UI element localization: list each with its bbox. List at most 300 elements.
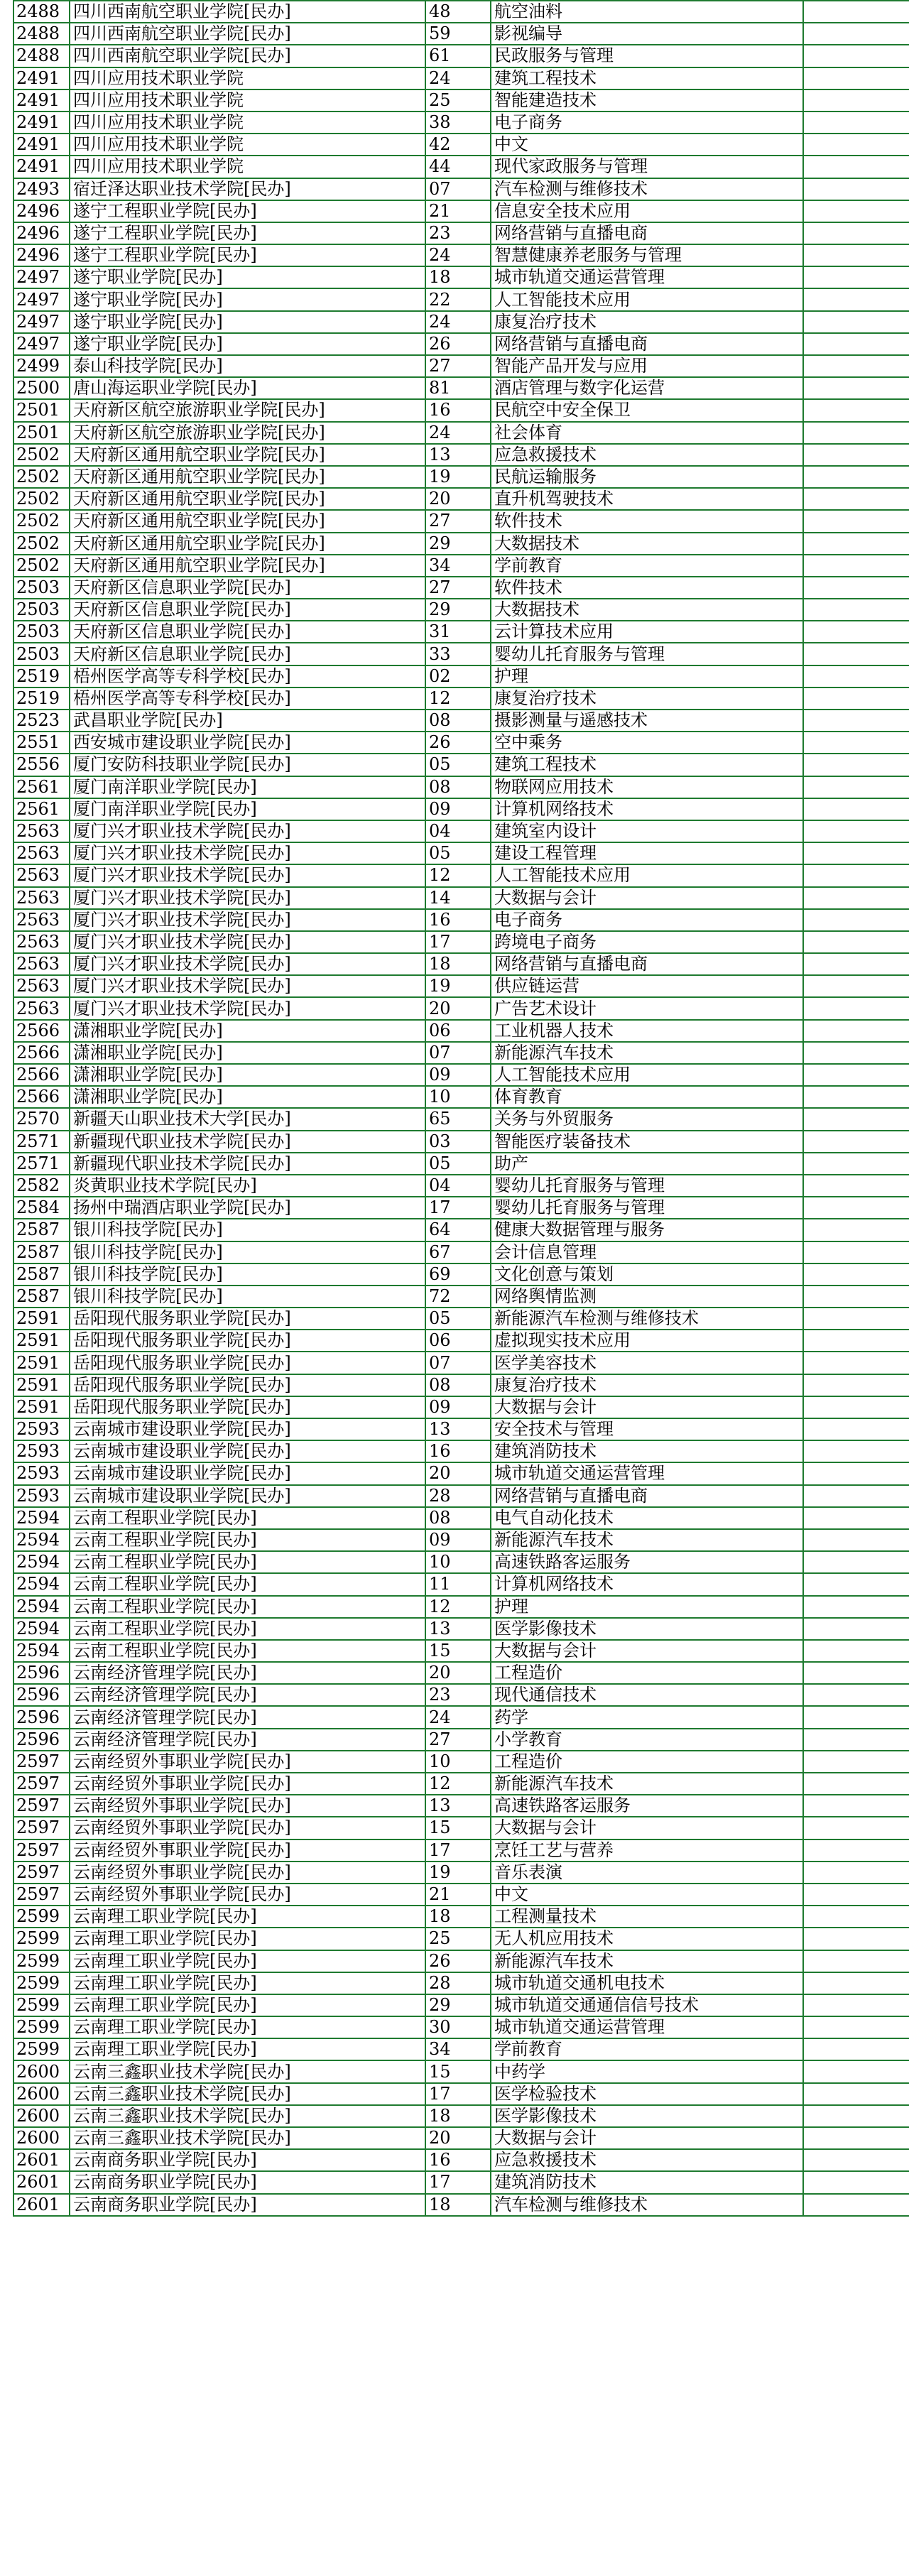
major-name-cell: 体育教育 <box>491 1086 803 1108</box>
remark-cell <box>803 621 909 643</box>
remark-cell <box>803 732 909 754</box>
major-code-cell: 44 <box>425 156 491 178</box>
table-row <box>13 710 909 732</box>
table-row <box>13 1640 909 1662</box>
major-code-cell: 05 <box>425 1308 491 1330</box>
major-name-cell: 汽车检测与维修技术 <box>491 2194 803 2216</box>
school-code-cell: 2587 <box>13 1219 70 1241</box>
remark-cell <box>803 45 909 67</box>
remark-cell <box>803 2171 909 2193</box>
major-code-cell: 17 <box>425 2171 491 2193</box>
major-name-cell: 关务与外贸服务 <box>491 1108 803 1130</box>
major-name-cell: 空中乘务 <box>491 732 803 754</box>
school-name-cell: 岳阳现代服务职业学院[民办] <box>70 1374 425 1396</box>
remark-cell <box>803 1972 909 1994</box>
remark-cell <box>803 488 909 510</box>
table-row <box>13 1884 909 1906</box>
school-code-cell: 2591 <box>13 1308 70 1330</box>
school-code-cell: 2601 <box>13 2149 70 2171</box>
table-row <box>13 842 909 864</box>
remark-cell <box>803 887 909 909</box>
remark-cell <box>803 288 909 310</box>
remark-cell <box>803 864 909 886</box>
major-code-cell: 17 <box>425 1197 491 1219</box>
major-name-cell: 婴幼儿托育服务与管理 <box>491 1197 803 1219</box>
remark-cell <box>803 1485 909 1507</box>
remark-cell <box>803 975 909 997</box>
table-row <box>13 1618 909 1640</box>
school-name-cell: 天府新区信息职业学院[民办] <box>70 599 425 621</box>
major-name-cell: 中文 <box>491 134 803 156</box>
major-name-cell: 医学检验技术 <box>491 2083 803 2105</box>
school-name-cell: 厦门兴才职业技术学院[民办] <box>70 909 425 931</box>
school-name-cell: 遂宁职业学院[民办] <box>70 311 425 333</box>
school-name-cell: 云南工程职业学院[民办] <box>70 1529 425 1551</box>
remark-cell <box>803 1751 909 1773</box>
major-name-cell: 小学教育 <box>491 1729 803 1751</box>
remark-cell <box>803 67 909 89</box>
remark-cell <box>803 266 909 288</box>
school-name-cell: 云南理工职业学院[民办] <box>70 1994 425 2016</box>
table-row <box>13 997 909 1019</box>
major-name-cell: 中文 <box>491 1884 803 1906</box>
major-name-cell: 现代家政服务与管理 <box>491 156 803 178</box>
remark-cell <box>803 953 909 975</box>
school-name-cell: 遂宁职业学院[民办] <box>70 333 425 355</box>
major-code-cell: 29 <box>425 599 491 621</box>
table-row <box>13 665 909 688</box>
remark-cell <box>803 333 909 355</box>
school-name-cell: 云南理工职业学院[民办] <box>70 1928 425 1950</box>
major-name-cell: 医学影像技术 <box>491 1618 803 1640</box>
major-name-cell: 城市轨道交通机电技术 <box>491 1972 803 1994</box>
table-row <box>13 288 909 310</box>
school-name-cell: 扬州中瑞酒店职业学院[民办] <box>70 1197 425 1219</box>
table-row <box>13 1662 909 1684</box>
school-name-cell: 厦门南洋职业学院[民办] <box>70 776 425 798</box>
major-code-cell: 19 <box>425 1862 491 1884</box>
school-name-cell: 遂宁职业学院[民办] <box>70 266 425 288</box>
school-name-cell: 银川科技学院[民办] <box>70 1219 425 1241</box>
major-code-cell: 29 <box>425 1994 491 2016</box>
school-code-cell: 2519 <box>13 665 70 688</box>
school-code-cell: 2594 <box>13 1573 70 1595</box>
school-code-cell: 2597 <box>13 1795 70 1817</box>
table-row <box>13 599 909 621</box>
major-code-cell: 24 <box>425 1706 491 1728</box>
remark-cell <box>803 1529 909 1551</box>
table-row <box>13 377 909 399</box>
school-name-cell: 云南理工职业学院[民办] <box>70 1906 425 1928</box>
school-code-cell: 2593 <box>13 1485 70 1507</box>
major-code-cell: 20 <box>425 2127 491 2149</box>
remark-cell <box>803 997 909 1019</box>
major-name-cell: 网络营销与直播电商 <box>491 222 803 244</box>
major-code-cell: 04 <box>425 820 491 842</box>
major-code-cell: 05 <box>425 842 491 864</box>
table-row <box>13 931 909 953</box>
school-code-cell: 2587 <box>13 1286 70 1308</box>
table-row <box>13 1751 909 1773</box>
school-code-cell: 2499 <box>13 355 70 377</box>
major-name-cell: 新能源汽车检测与维修技术 <box>491 1308 803 1330</box>
school-code-cell: 2594 <box>13 1551 70 1573</box>
major-code-cell: 07 <box>425 178 491 200</box>
school-code-cell: 2599 <box>13 1906 70 1928</box>
major-name-cell: 信息安全技术应用 <box>491 200 803 222</box>
major-name-cell: 应急救援技术 <box>491 444 803 466</box>
table-row <box>13 422 909 444</box>
remark-cell <box>803 1 909 23</box>
major-code-cell: 81 <box>425 377 491 399</box>
school-code-cell: 2556 <box>13 754 70 776</box>
major-name-cell: 助产 <box>491 1153 803 1175</box>
major-code-cell: 11 <box>425 1573 491 1595</box>
school-name-cell: 云南工程职业学院[民办] <box>70 1551 425 1573</box>
school-code-cell: 2600 <box>13 2083 70 2105</box>
table-row <box>13 134 909 156</box>
school-name-cell: 云南工程职业学院[民办] <box>70 1507 425 1529</box>
school-name-cell: 岳阳现代服务职业学院[民办] <box>70 1396 425 1418</box>
school-code-cell: 2503 <box>13 599 70 621</box>
major-name-cell: 摄影测量与遥感技术 <box>491 710 803 732</box>
school-name-cell: 新疆天山职业技术大学[民办] <box>70 1108 425 1130</box>
school-code-cell: 2566 <box>13 1086 70 1108</box>
remark-cell <box>803 1928 909 1950</box>
school-name-cell: 云南理工职业学院[民办] <box>70 1972 425 1994</box>
school-name-cell: 云南城市建设职业学院[民办] <box>70 1462 425 1484</box>
major-name-cell: 网络营销与直播电商 <box>491 953 803 975</box>
table-row <box>13 1197 909 1219</box>
table-row <box>13 1263 909 1286</box>
table-row <box>13 1 909 23</box>
major-name-cell: 广告艺术设计 <box>491 997 803 1019</box>
school-name-cell: 云南理工职业学院[民办] <box>70 1950 425 1972</box>
school-name-cell: 云南经贸外事职业学院[民办] <box>70 1839 425 1862</box>
major-code-cell: 17 <box>425 931 491 953</box>
school-name-cell: 天府新区通用航空职业学院[民办] <box>70 533 425 555</box>
table-row <box>13 1485 909 1507</box>
major-name-cell: 计算机网络技术 <box>491 1573 803 1595</box>
school-name-cell: 天府新区通用航空职业学院[民办] <box>70 444 425 466</box>
remark-cell <box>803 1884 909 1906</box>
school-name-cell: 银川科技学院[民办] <box>70 1263 425 1286</box>
table-row <box>13 776 909 798</box>
remark-cell <box>803 134 909 156</box>
major-code-cell: 22 <box>425 288 491 310</box>
table-row <box>13 2038 909 2060</box>
school-name-cell: 云南工程职业学院[民办] <box>70 1573 425 1595</box>
table-row <box>13 975 909 997</box>
table-row <box>13 222 909 244</box>
major-name-cell: 航空油料 <box>491 1 803 23</box>
school-name-cell: 云南城市建设职业学院[民办] <box>70 1440 425 1462</box>
major-code-cell: 18 <box>425 2105 491 2127</box>
major-code-cell: 69 <box>425 1263 491 1286</box>
remark-cell <box>803 355 909 377</box>
school-code-cell: 2501 <box>13 422 70 444</box>
major-code-cell: 25 <box>425 89 491 112</box>
table-row <box>13 444 909 466</box>
remark-cell <box>803 1263 909 1286</box>
remark-cell <box>803 89 909 112</box>
major-code-cell: 21 <box>425 1884 491 1906</box>
major-code-cell: 64 <box>425 1219 491 1241</box>
school-name-cell: 西安城市建设职业学院[民办] <box>70 732 425 754</box>
table-row <box>13 2149 909 2171</box>
major-code-cell: 13 <box>425 1795 491 1817</box>
major-code-cell: 05 <box>425 1153 491 1175</box>
school-code-cell: 2503 <box>13 643 70 665</box>
major-name-cell: 烹饪工艺与营养 <box>491 1839 803 1862</box>
school-name-cell: 潇湘职业学院[民办] <box>70 1086 425 1108</box>
remark-cell <box>803 776 909 798</box>
major-name-cell: 中药学 <box>491 2060 803 2082</box>
table-row <box>13 2105 909 2127</box>
table-row <box>13 399 909 421</box>
table-row <box>13 1950 909 1972</box>
school-name-cell: 厦门兴才职业技术学院[民办] <box>70 975 425 997</box>
remark-cell <box>803 1862 909 1884</box>
major-code-cell: 13 <box>425 1618 491 1640</box>
school-code-cell: 2599 <box>13 1994 70 2016</box>
remark-cell <box>803 178 909 200</box>
table-row <box>13 1529 909 1551</box>
major-name-cell: 学前教育 <box>491 555 803 577</box>
school-code-cell: 2519 <box>13 688 70 710</box>
major-name-cell: 网络营销与直播电商 <box>491 1485 803 1507</box>
major-code-cell: 13 <box>425 444 491 466</box>
table-row <box>13 953 909 975</box>
school-code-cell: 2523 <box>13 710 70 732</box>
major-name-cell: 大数据与会计 <box>491 1640 803 1662</box>
table-row <box>13 1684 909 1706</box>
major-name-cell: 音乐表演 <box>491 1862 803 1884</box>
major-code-cell: 34 <box>425 555 491 577</box>
school-name-cell: 云南经济管理学院[民办] <box>70 1706 425 1728</box>
major-code-cell: 12 <box>425 1773 491 1795</box>
remark-cell <box>803 399 909 421</box>
major-code-cell: 09 <box>425 1396 491 1418</box>
remark-cell <box>803 444 909 466</box>
school-name-cell: 遂宁工程职业学院[民办] <box>70 200 425 222</box>
table-row <box>13 2171 909 2193</box>
school-name-cell: 天府新区信息职业学院[民办] <box>70 643 425 665</box>
major-code-cell: 20 <box>425 1662 491 1684</box>
remark-cell <box>803 1241 909 1263</box>
major-code-cell: 06 <box>425 1020 491 1042</box>
school-name-cell: 四川应用技术职业学院 <box>70 67 425 89</box>
major-code-cell: 15 <box>425 2060 491 2082</box>
school-code-cell: 2491 <box>13 134 70 156</box>
school-code-cell: 2502 <box>13 466 70 488</box>
table-row <box>13 311 909 333</box>
school-code-cell: 2503 <box>13 577 70 599</box>
school-name-cell: 云南经济管理学院[民办] <box>70 1684 425 1706</box>
major-name-cell: 工程测量技术 <box>491 1906 803 1928</box>
table-row <box>13 1928 909 1950</box>
major-name-cell: 供应链运营 <box>491 975 803 997</box>
remark-cell <box>803 754 909 776</box>
school-name-cell: 云南理工职业学院[民办] <box>70 2016 425 2038</box>
major-name-cell: 康复治疗技术 <box>491 1374 803 1396</box>
remark-cell <box>803 1108 909 1130</box>
remark-cell <box>803 2083 909 2105</box>
remark-cell <box>803 156 909 178</box>
major-code-cell: 26 <box>425 1950 491 1972</box>
major-code-cell: 23 <box>425 1684 491 1706</box>
major-code-cell: 26 <box>425 333 491 355</box>
major-code-cell: 18 <box>425 1906 491 1928</box>
major-name-cell: 现代通信技术 <box>491 1684 803 1706</box>
school-code-cell: 2561 <box>13 776 70 798</box>
major-code-cell: 17 <box>425 1839 491 1862</box>
remark-cell <box>803 2060 909 2082</box>
school-code-cell: 2599 <box>13 1950 70 1972</box>
school-code-cell: 2591 <box>13 1374 70 1396</box>
table-row <box>13 112 909 134</box>
school-name-cell: 武昌职业学院[民办] <box>70 710 425 732</box>
school-name-cell: 唐山海运职业学院[民办] <box>70 377 425 399</box>
school-name-cell: 潇湘职业学院[民办] <box>70 1064 425 1086</box>
table-row <box>13 688 909 710</box>
remark-cell <box>803 2194 909 2216</box>
school-name-cell: 天府新区航空旅游职业学院[民办] <box>70 399 425 421</box>
table-row <box>13 555 909 577</box>
remark-cell <box>803 1308 909 1330</box>
major-code-cell: 24 <box>425 311 491 333</box>
school-name-cell: 炎黄职业技术学院[民办] <box>70 1175 425 1197</box>
major-code-cell: 23 <box>425 222 491 244</box>
school-name-cell: 潇湘职业学院[民办] <box>70 1042 425 1064</box>
major-name-cell: 建设工程管理 <box>491 842 803 864</box>
school-code-cell: 2594 <box>13 1618 70 1640</box>
school-name-cell: 云南工程职业学院[民办] <box>70 1640 425 1662</box>
major-code-cell: 21 <box>425 200 491 222</box>
major-code-cell: 28 <box>425 1972 491 1994</box>
school-name-cell: 云南城市建设职业学院[民办] <box>70 1485 425 1507</box>
major-code-cell: 09 <box>425 1064 491 1086</box>
remark-cell <box>803 1330 909 1352</box>
school-code-cell: 2563 <box>13 820 70 842</box>
major-code-cell: 27 <box>425 577 491 599</box>
school-name-cell: 云南工程职业学院[民办] <box>70 1618 425 1640</box>
major-name-cell: 应急救援技术 <box>491 2149 803 2171</box>
school-name-cell: 天府新区通用航空职业学院[民办] <box>70 466 425 488</box>
remark-cell <box>803 510 909 532</box>
major-code-cell: 31 <box>425 621 491 643</box>
major-code-cell: 15 <box>425 1640 491 1662</box>
major-code-cell: 16 <box>425 2149 491 2171</box>
major-code-cell: 30 <box>425 2016 491 2038</box>
major-code-cell: 04 <box>425 1175 491 1197</box>
major-name-cell: 医学影像技术 <box>491 2105 803 2127</box>
school-code-cell: 2600 <box>13 2060 70 2082</box>
school-code-cell: 2563 <box>13 975 70 997</box>
school-code-cell: 2501 <box>13 399 70 421</box>
remark-cell <box>803 1219 909 1241</box>
remark-cell <box>803 1418 909 1440</box>
school-code-cell: 2594 <box>13 1596 70 1618</box>
major-name-cell: 高速铁路客运服务 <box>491 1795 803 1817</box>
school-name-cell: 厦门兴才职业技术学院[民办] <box>70 931 425 953</box>
table-row <box>13 2060 909 2082</box>
major-name-cell: 计算机网络技术 <box>491 798 803 820</box>
school-code-cell: 2503 <box>13 621 70 643</box>
remark-cell <box>803 1706 909 1728</box>
remark-cell <box>803 1153 909 1175</box>
major-name-cell: 新能源汽车技术 <box>491 1042 803 1064</box>
school-code-cell: 2551 <box>13 732 70 754</box>
major-name-cell: 汽车检测与维修技术 <box>491 178 803 200</box>
school-code-cell: 2599 <box>13 1928 70 1950</box>
remark-cell <box>803 842 909 864</box>
school-code-cell: 2597 <box>13 1751 70 1773</box>
table-row <box>13 200 909 222</box>
major-name-cell: 学前教育 <box>491 2038 803 2060</box>
major-code-cell: 16 <box>425 909 491 931</box>
remark-cell <box>803 1086 909 1108</box>
major-code-cell: 19 <box>425 975 491 997</box>
major-name-cell: 电子商务 <box>491 909 803 931</box>
table-row <box>13 643 909 665</box>
school-name-cell: 厦门兴才职业技术学院[民办] <box>70 887 425 909</box>
remark-cell <box>803 311 909 333</box>
school-code-cell: 2502 <box>13 555 70 577</box>
remark-cell <box>803 2127 909 2149</box>
school-name-cell: 遂宁职业学院[民办] <box>70 288 425 310</box>
table-row <box>13 1994 909 2016</box>
table-row <box>13 820 909 842</box>
major-name-cell: 康复治疗技术 <box>491 311 803 333</box>
major-name-cell: 新能源汽车技术 <box>491 1950 803 1972</box>
table-row <box>13 1418 909 1440</box>
major-code-cell: 27 <box>425 1729 491 1751</box>
school-code-cell: 2594 <box>13 1640 70 1662</box>
major-name-cell: 会计信息管理 <box>491 1241 803 1263</box>
table-row <box>13 2127 909 2149</box>
school-name-cell: 宿迁泽达职业技术学院[民办] <box>70 178 425 200</box>
major-name-cell: 软件技术 <box>491 577 803 599</box>
school-name-cell: 岳阳现代服务职业学院[民办] <box>70 1352 425 1374</box>
major-code-cell: 10 <box>425 1551 491 1573</box>
school-code-cell: 2599 <box>13 2016 70 2038</box>
major-name-cell: 电子商务 <box>491 112 803 134</box>
school-name-cell: 银川科技学院[民办] <box>70 1241 425 1263</box>
remark-cell <box>803 422 909 444</box>
major-name-cell: 智能建造技术 <box>491 89 803 112</box>
school-name-cell: 天府新区航空旅游职业学院[民办] <box>70 422 425 444</box>
major-code-cell: 20 <box>425 997 491 1019</box>
school-code-cell: 2593 <box>13 1462 70 1484</box>
remark-cell <box>803 1839 909 1862</box>
major-name-cell: 大数据技术 <box>491 533 803 555</box>
remark-cell <box>803 688 909 710</box>
table-row <box>13 621 909 643</box>
remark-cell <box>803 200 909 222</box>
table-row <box>13 23 909 45</box>
school-code-cell: 2491 <box>13 156 70 178</box>
school-code-cell: 2596 <box>13 1662 70 1684</box>
school-name-cell: 云南经贸外事职业学院[民办] <box>70 1751 425 1773</box>
major-code-cell: 65 <box>425 1108 491 1130</box>
table-row <box>13 1131 909 1153</box>
school-name-cell: 云南经贸外事职业学院[民办] <box>70 1862 425 1884</box>
school-name-cell: 云南三鑫职业技术学院[民办] <box>70 2060 425 2082</box>
school-code-cell: 2599 <box>13 1972 70 1994</box>
table-row <box>13 1773 909 1795</box>
remark-cell <box>803 1950 909 1972</box>
